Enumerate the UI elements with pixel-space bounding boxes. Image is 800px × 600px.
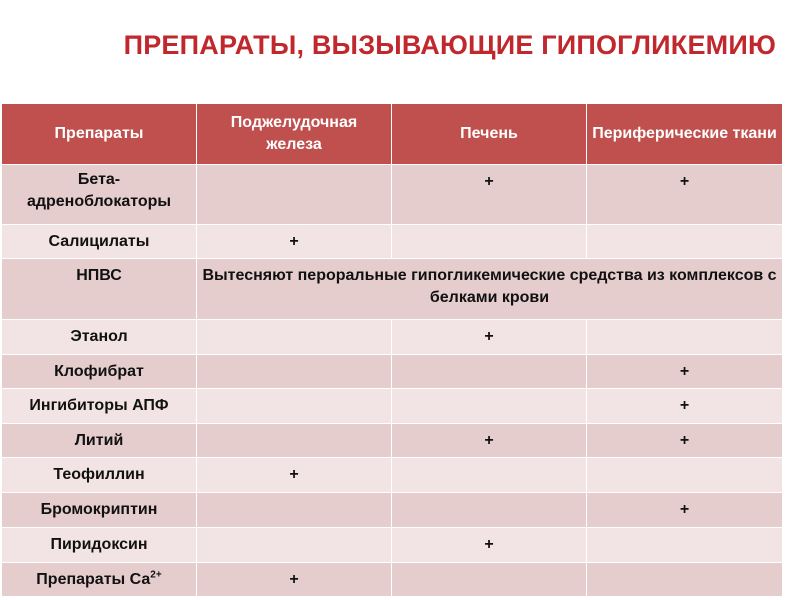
drug-name: НПВС <box>2 259 197 320</box>
pancreas-cell <box>197 355 392 389</box>
pancreas-cell <box>197 528 392 563</box>
peripheral-cell: + <box>587 165 783 225</box>
liver-cell <box>392 225 587 259</box>
table-row <box>2 389 783 424</box>
drug-name: Клофибрат <box>2 355 197 389</box>
drug-name: Салицилаты <box>2 225 197 259</box>
peripheral-cell: + <box>587 355 783 389</box>
peripheral-cell: + <box>587 424 783 458</box>
liver-cell <box>392 458 587 493</box>
nsaid-note-cell: Вытесняют пероральные гипогликемические средства из комплексов с белками крови <box>197 259 783 320</box>
liver-cell: + <box>392 320 587 355</box>
drug-name: Теофиллин <box>2 458 197 493</box>
drug-name-text: Препараты Са <box>36 571 151 588</box>
table-row <box>2 165 783 225</box>
peripheral-cell <box>587 563 783 597</box>
table-header-row <box>2 104 783 165</box>
drug-name: Литий <box>2 424 197 458</box>
table-row <box>2 528 783 563</box>
page-title: ПРЕПАРАТЫ, ВЫЗЫВАЮЩИЕ ГИПОГЛИКЕМИЮ <box>123 30 776 60</box>
hypoglycemia-drugs-table <box>1 103 783 597</box>
peripheral-cell <box>587 320 783 355</box>
pancreas-cell: + <box>197 225 392 259</box>
pancreas-cell <box>197 493 392 528</box>
header-peripheral: Периферические ткани <box>587 104 783 165</box>
pancreas-cell: + <box>197 563 392 597</box>
pancreas-cell <box>197 165 392 225</box>
superscript-charge: 2+ <box>150 569 162 581</box>
table-row <box>2 493 783 528</box>
table-row <box>2 424 783 458</box>
header-pancreas: Поджелудочная железа <box>197 104 392 165</box>
liver-cell: + <box>392 424 587 458</box>
table-row <box>2 225 783 259</box>
drug-name: Бета-адреноблокаторы <box>2 165 197 225</box>
pancreas-cell: + <box>197 458 392 493</box>
header-drugs: Препараты <box>2 104 197 165</box>
drug-name: Этанол <box>2 320 197 355</box>
peripheral-cell <box>587 225 783 259</box>
liver-cell <box>392 563 587 597</box>
table-row <box>2 320 783 355</box>
peripheral-cell <box>587 528 783 563</box>
peripheral-cell <box>587 458 783 493</box>
table-row <box>2 355 783 389</box>
liver-cell: + <box>392 528 587 563</box>
pancreas-cell <box>197 389 392 424</box>
header-liver: Печень <box>392 104 587 165</box>
liver-cell <box>392 389 587 424</box>
drug-name: Бромокриптин <box>2 493 197 528</box>
drug-name: Пиридоксин <box>2 528 197 563</box>
liver-cell: + <box>392 165 587 225</box>
pancreas-cell <box>197 320 392 355</box>
drug-name <box>2 563 197 597</box>
table-row <box>2 563 783 597</box>
drug-name: Ингибиторы АПФ <box>2 389 197 424</box>
peripheral-cell: + <box>587 493 783 528</box>
peripheral-cell: + <box>587 389 783 424</box>
table-row <box>2 458 783 493</box>
pancreas-cell <box>197 424 392 458</box>
liver-cell <box>392 493 587 528</box>
table-row <box>2 259 783 320</box>
liver-cell <box>392 355 587 389</box>
